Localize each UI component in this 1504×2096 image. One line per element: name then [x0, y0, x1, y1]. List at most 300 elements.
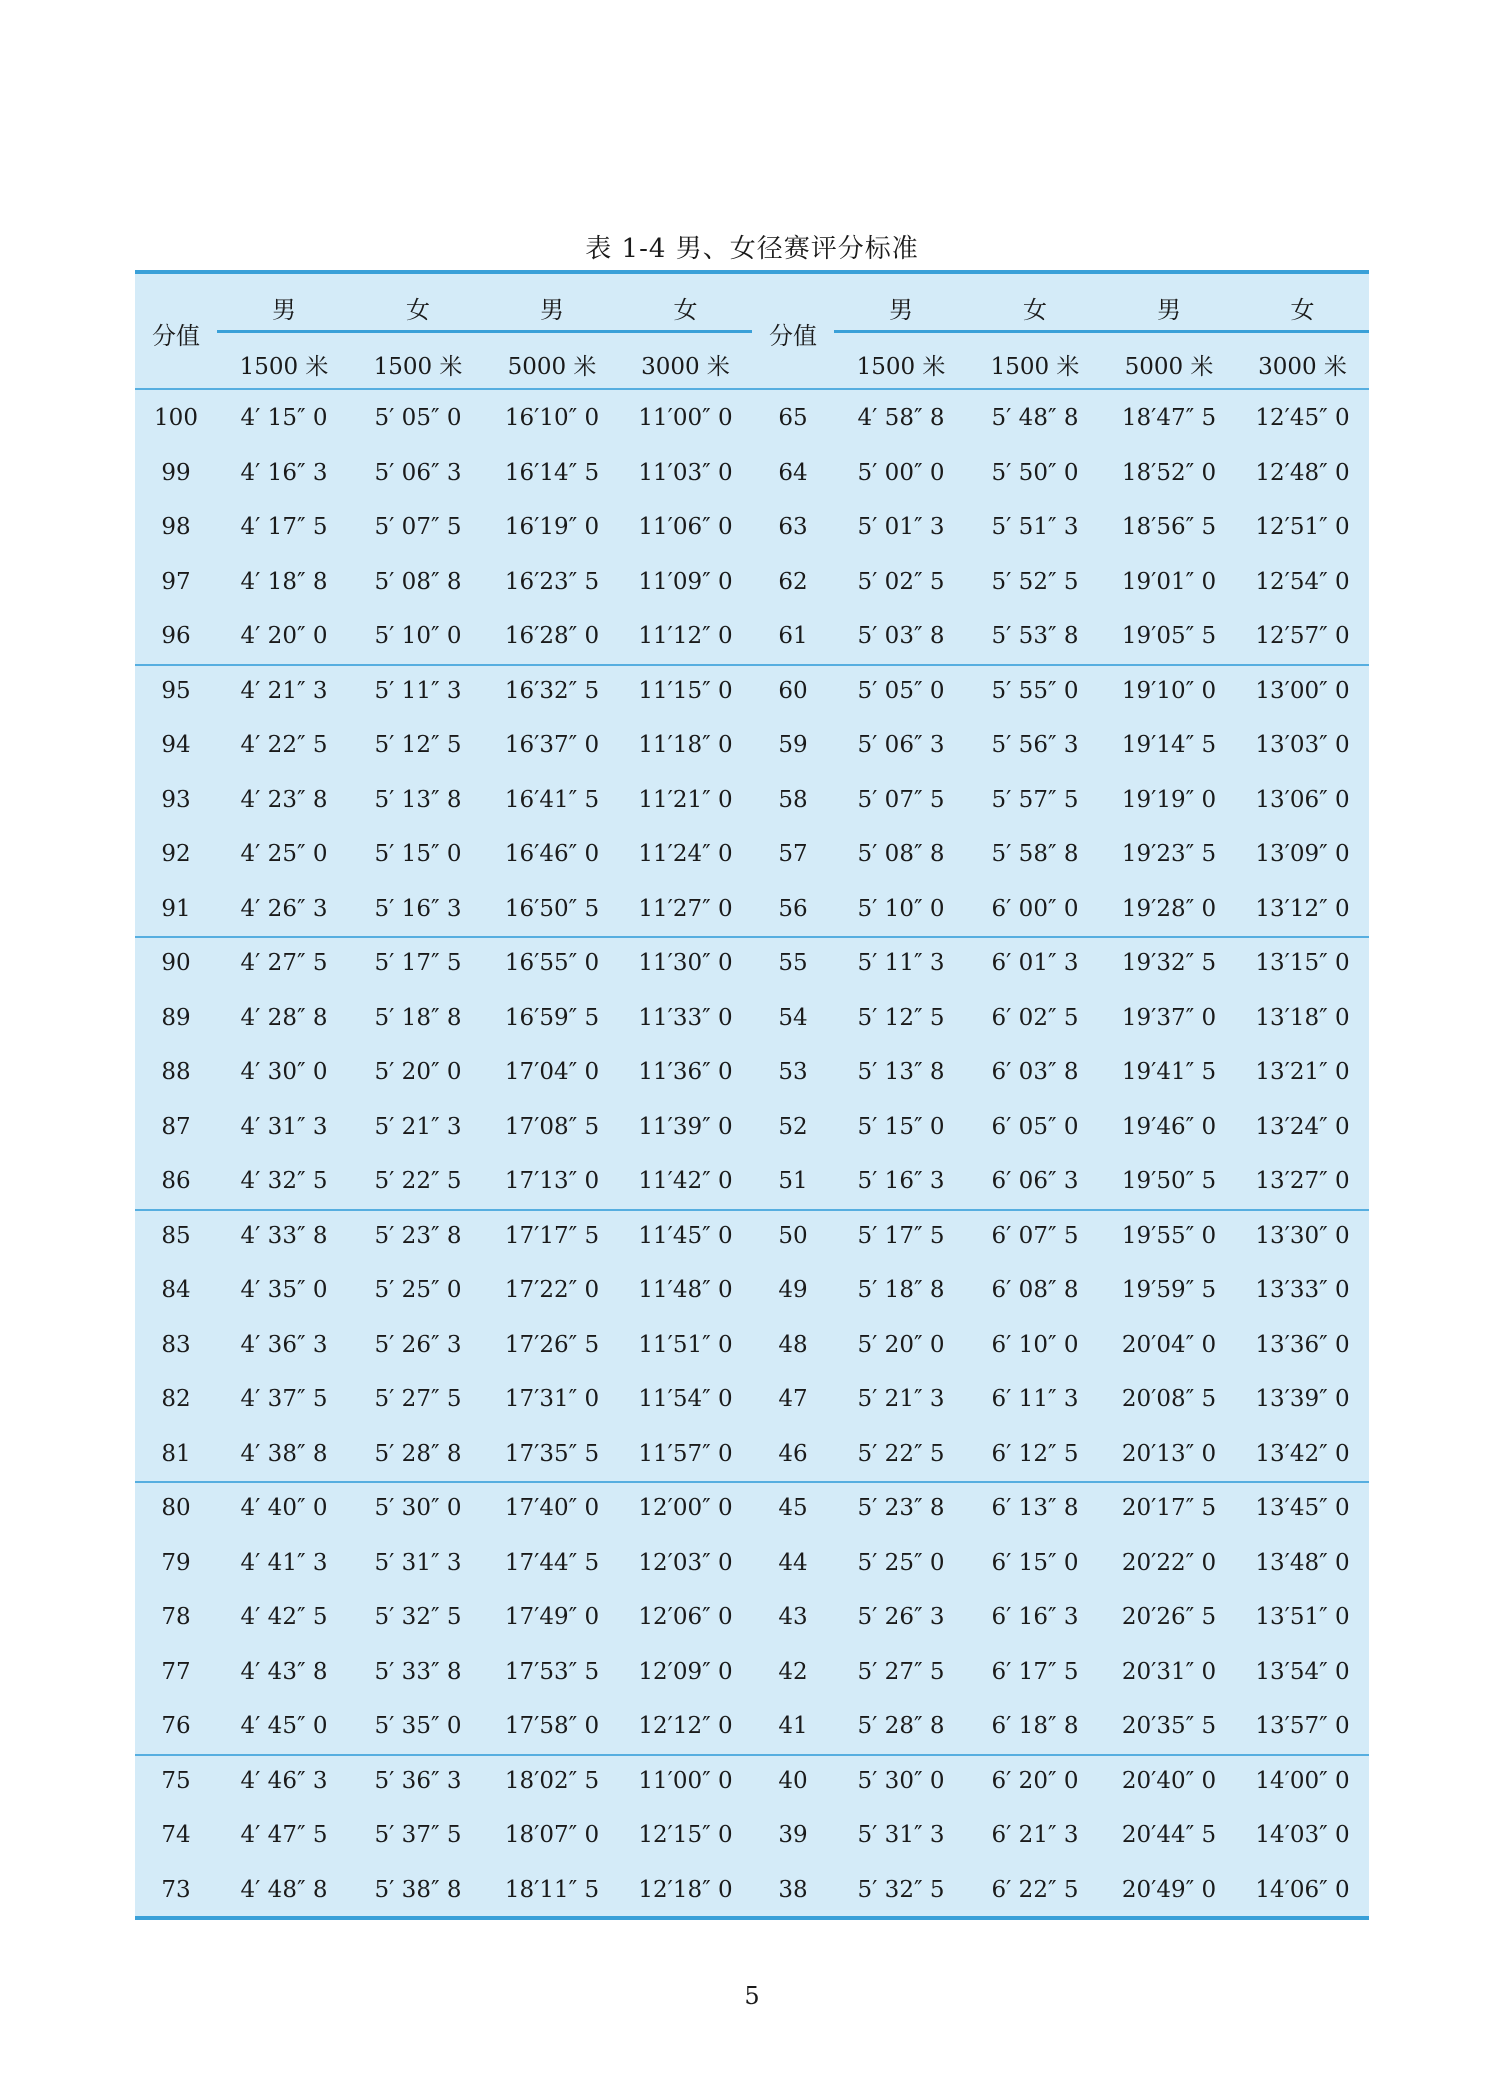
time-cell: 16′19″ 0 [504, 514, 600, 540]
time-cell: 19′32″ 5 [1121, 950, 1217, 976]
time-cell: 20′49″ 0 [1121, 1876, 1217, 1903]
time-cell: 4′ 20″ 0 [240, 623, 328, 649]
table-row [135, 1427, 1369, 1482]
time-cell: 6′ 12″ 5 [991, 1440, 1079, 1467]
time-cell: 19′19″ 0 [1121, 786, 1217, 813]
time-cell: 4′ 48″ 8 [240, 1876, 328, 1903]
time-cell: 5′ 16″ 3 [374, 895, 462, 922]
header-rule-left [217, 330, 752, 333]
time-cell: 5′ 53″ 8 [991, 623, 1079, 649]
time-cell: 12′48″ 0 [1255, 459, 1350, 486]
score-header-right: 分值 [769, 322, 817, 350]
table-row [135, 1372, 1369, 1427]
time-cell: 4′ 21″ 3 [240, 677, 328, 704]
score-cell: 86 [161, 1168, 191, 1194]
time-cell: 18′56″ 5 [1121, 514, 1217, 540]
time-cell: 16′46″ 0 [504, 841, 600, 867]
time-cell: 4′ 22″ 5 [240, 732, 328, 758]
time-cell: 20′13″ 0 [1121, 1440, 1217, 1467]
time-cell: 11′48″ 0 [638, 1277, 733, 1303]
time-cell: 11′45″ 0 [638, 1222, 733, 1249]
time-cell: 6′ 03″ 8 [991, 1059, 1079, 1085]
score-cell: 49 [778, 1277, 808, 1303]
time-cell: 6′ 06″ 3 [991, 1168, 1079, 1194]
time-cell: 17′22″ 0 [504, 1277, 600, 1303]
time-cell: 13′27″ 0 [1255, 1168, 1350, 1194]
score-cell: 43 [778, 1604, 808, 1630]
table-row [135, 773, 1369, 828]
score-cell: 85 [161, 1222, 191, 1249]
time-cell: 20′08″ 5 [1121, 1386, 1217, 1412]
score-cell: 44 [778, 1549, 808, 1576]
table-row [135, 1154, 1369, 1209]
time-cell: 6′ 08″ 8 [991, 1277, 1079, 1303]
time-cell: 11′24″ 0 [638, 841, 733, 867]
time-cell: 13′54″ 0 [1255, 1658, 1350, 1685]
time-cell: 17′49″ 0 [504, 1604, 600, 1630]
gender-header: 男 [889, 296, 913, 324]
score-cell: 100 [154, 405, 198, 431]
time-cell: 4′ 33″ 8 [240, 1222, 328, 1249]
time-cell: 5′ 55″ 0 [991, 677, 1079, 704]
score-cell: 77 [161, 1658, 191, 1685]
time-cell: 5′ 22″ 5 [374, 1168, 462, 1194]
score-cell: 96 [161, 623, 191, 649]
scoring-table [135, 270, 1369, 1920]
time-cell: 6′ 15″ 0 [991, 1549, 1079, 1576]
time-cell: 5′ 33″ 8 [374, 1658, 462, 1685]
time-cell: 20′40″ 0 [1121, 1767, 1217, 1794]
time-cell: 5′ 51″ 3 [991, 514, 1079, 540]
score-cell: 99 [161, 459, 191, 486]
time-cell: 12′57″ 0 [1255, 623, 1350, 649]
time-cell: 4′ 23″ 8 [240, 786, 328, 813]
time-cell: 6′ 18″ 8 [991, 1713, 1079, 1739]
time-cell: 4′ 47″ 5 [240, 1822, 328, 1848]
time-cell: 19′50″ 5 [1121, 1168, 1217, 1194]
time-cell: 5′ 38″ 8 [374, 1876, 462, 1903]
time-cell: 5′ 28″ 8 [857, 1713, 945, 1739]
time-cell: 11′27″ 0 [638, 895, 733, 922]
score-cell: 93 [161, 786, 191, 813]
table-row [135, 827, 1369, 882]
score-cell: 42 [778, 1658, 808, 1685]
time-cell: 17′04″ 0 [504, 1059, 600, 1085]
time-cell: 13′30″ 0 [1255, 1222, 1350, 1249]
score-cell: 92 [161, 841, 191, 867]
time-cell: 4′ 36″ 3 [240, 1331, 328, 1358]
time-cell: 11′42″ 0 [638, 1168, 733, 1194]
time-cell: 5′ 23″ 8 [374, 1222, 462, 1249]
score-cell: 81 [161, 1440, 191, 1467]
time-cell: 17′13″ 0 [504, 1168, 600, 1194]
time-cell: 5′ 13″ 8 [857, 1059, 945, 1085]
gender-header: 男 [1157, 296, 1181, 324]
score-cell: 55 [778, 950, 808, 976]
score-cell: 52 [778, 1113, 808, 1140]
time-cell: 5′ 20″ 0 [857, 1331, 945, 1358]
time-cell: 5′ 25″ 0 [857, 1549, 945, 1576]
time-cell: 5′ 37″ 5 [374, 1822, 462, 1848]
time-cell: 6′ 16″ 3 [991, 1604, 1079, 1630]
time-cell: 13′15″ 0 [1255, 950, 1350, 976]
time-cell: 6′ 11″ 3 [991, 1386, 1079, 1412]
time-cell: 5′ 06″ 3 [374, 459, 462, 486]
time-cell: 13′24″ 0 [1255, 1113, 1350, 1140]
time-cell: 16′23″ 5 [504, 568, 600, 595]
time-cell: 12′00″ 0 [638, 1495, 733, 1521]
time-cell: 17′26″ 5 [504, 1331, 600, 1358]
time-cell: 17′53″ 5 [504, 1658, 600, 1685]
time-cell: 5′ 32″ 5 [374, 1604, 462, 1630]
time-cell: 4′ 26″ 3 [240, 895, 328, 922]
score-cell: 59 [778, 732, 808, 758]
time-cell: 5′ 26″ 3 [857, 1604, 945, 1630]
time-cell: 5′ 28″ 8 [374, 1440, 462, 1467]
score-cell: 54 [778, 1004, 808, 1031]
table-row [135, 1481, 1369, 1536]
time-cell: 12′06″ 0 [638, 1604, 733, 1630]
time-cell: 5′ 23″ 8 [857, 1495, 945, 1521]
score-cell: 90 [161, 950, 191, 976]
score-cell: 51 [778, 1168, 808, 1194]
time-cell: 12′54″ 0 [1255, 568, 1350, 595]
time-cell: 13′00″ 0 [1255, 677, 1350, 704]
time-cell: 19′37″ 0 [1121, 1004, 1217, 1031]
event-header: 3000 米 [641, 354, 730, 380]
time-cell: 4′ 17″ 5 [240, 514, 328, 540]
time-cell: 5′ 36″ 3 [374, 1767, 462, 1794]
table-row [135, 1100, 1369, 1155]
time-cell: 13′57″ 0 [1255, 1713, 1350, 1739]
score-cell: 95 [161, 677, 191, 704]
score-cell: 94 [161, 732, 191, 758]
time-cell: 11′30″ 0 [638, 950, 733, 976]
time-cell: 5′ 25″ 0 [374, 1277, 462, 1303]
time-cell: 11′33″ 0 [638, 1004, 733, 1031]
table-row [135, 664, 1369, 719]
time-cell: 5′ 50″ 0 [991, 459, 1079, 486]
time-cell: 5′ 07″ 5 [374, 514, 462, 540]
time-cell: 20′04″ 0 [1121, 1331, 1217, 1358]
table-row [135, 1699, 1369, 1754]
time-cell: 19′14″ 5 [1121, 732, 1217, 758]
score-cell: 39 [778, 1822, 808, 1848]
time-cell: 13′06″ 0 [1255, 786, 1350, 813]
time-cell: 13′09″ 0 [1255, 841, 1350, 867]
time-cell: 16′37″ 0 [504, 732, 600, 758]
time-cell: 4′ 38″ 8 [240, 1440, 328, 1467]
score-header-left: 分值 [152, 322, 200, 350]
score-cell: 46 [778, 1440, 808, 1467]
time-cell: 5′ 06″ 3 [857, 732, 945, 758]
time-cell: 18′02″ 5 [504, 1767, 600, 1794]
time-cell: 13′18″ 0 [1255, 1004, 1350, 1031]
score-cell: 87 [161, 1113, 191, 1140]
time-cell: 5′ 27″ 5 [374, 1386, 462, 1412]
time-cell: 14′06″ 0 [1255, 1876, 1350, 1903]
time-cell: 5′ 17″ 5 [374, 950, 462, 976]
time-cell: 5′ 17″ 5 [857, 1222, 945, 1249]
time-cell: 5′ 11″ 3 [857, 950, 945, 976]
time-cell: 5′ 21″ 3 [857, 1386, 945, 1412]
time-cell: 16′50″ 5 [504, 895, 600, 922]
time-cell: 5′ 05″ 0 [374, 405, 462, 431]
time-cell: 4′ 42″ 5 [240, 1604, 328, 1630]
table-header [135, 274, 1369, 390]
time-cell: 5′ 35″ 0 [374, 1713, 462, 1739]
score-cell: 40 [778, 1767, 808, 1794]
time-cell: 17′44″ 5 [504, 1549, 600, 1576]
score-cell: 62 [778, 568, 808, 595]
time-cell: 6′ 17″ 5 [991, 1658, 1079, 1685]
score-cell: 41 [778, 1713, 808, 1739]
time-cell: 12′12″ 0 [638, 1713, 733, 1739]
time-cell: 18′47″ 5 [1121, 405, 1217, 431]
time-cell: 5′ 13″ 8 [374, 786, 462, 813]
time-cell: 5′ 26″ 3 [374, 1331, 462, 1358]
event-header: 3000 米 [1258, 354, 1347, 380]
time-cell: 11′57″ 0 [638, 1440, 733, 1467]
time-cell: 14′03″ 0 [1255, 1822, 1350, 1848]
time-cell: 5′ 05″ 0 [857, 677, 945, 704]
time-cell: 19′41″ 5 [1121, 1059, 1217, 1085]
score-cell: 50 [778, 1222, 808, 1249]
time-cell: 17′35″ 5 [504, 1440, 600, 1467]
time-cell: 4′ 30″ 0 [240, 1059, 328, 1085]
time-cell: 20′44″ 5 [1121, 1822, 1217, 1848]
score-cell: 88 [161, 1059, 191, 1085]
score-cell: 73 [161, 1876, 191, 1903]
time-cell: 20′17″ 5 [1121, 1495, 1217, 1521]
time-cell: 6′ 02″ 5 [991, 1004, 1079, 1031]
score-cell: 61 [778, 623, 808, 649]
time-cell: 5′ 18″ 8 [857, 1277, 945, 1303]
score-cell: 60 [778, 677, 808, 704]
gender-header: 男 [272, 296, 296, 324]
table-caption: 表 1-4 男、女径赛评分标准 [585, 234, 919, 264]
score-cell: 97 [161, 568, 191, 595]
score-cell: 58 [778, 786, 808, 813]
time-cell: 17′58″ 0 [504, 1713, 600, 1739]
time-cell: 11′54″ 0 [638, 1386, 733, 1412]
time-cell: 4′ 46″ 3 [240, 1767, 328, 1794]
time-cell: 5′ 15″ 0 [857, 1113, 945, 1140]
gender-header: 女 [1290, 296, 1315, 324]
time-cell: 13′33″ 0 [1255, 1277, 1350, 1303]
time-cell: 4′ 58″ 8 [857, 405, 945, 431]
time-cell: 19′01″ 0 [1121, 568, 1217, 595]
time-cell: 12′45″ 0 [1255, 405, 1350, 431]
event-header: 1500 米 [373, 354, 463, 380]
time-cell: 5′ 07″ 5 [857, 786, 945, 813]
table-row [135, 1590, 1369, 1645]
time-cell: 4′ 18″ 8 [240, 568, 328, 595]
time-cell: 13′36″ 0 [1255, 1331, 1350, 1358]
score-cell: 82 [161, 1386, 191, 1412]
time-cell: 17′31″ 0 [504, 1386, 600, 1412]
gender-header: 男 [540, 296, 564, 324]
time-cell: 5′ 31″ 3 [374, 1549, 462, 1576]
time-cell: 4′ 32″ 5 [240, 1168, 328, 1194]
event-header: 1500 米 [856, 354, 946, 380]
table-row [135, 1209, 1369, 1264]
gender-header: 女 [673, 296, 698, 324]
time-cell: 5′ 00″ 0 [857, 459, 945, 486]
time-cell: 6′ 20″ 0 [991, 1767, 1079, 1794]
time-cell: 20′31″ 0 [1121, 1658, 1217, 1685]
time-cell: 4′ 45″ 0 [240, 1713, 328, 1739]
score-cell: 47 [778, 1386, 808, 1412]
time-cell: 20′35″ 5 [1121, 1713, 1217, 1739]
table-row [135, 391, 1369, 446]
score-cell: 98 [161, 514, 191, 540]
time-cell: 20′22″ 0 [1121, 1549, 1217, 1576]
time-cell: 19′10″ 0 [1121, 677, 1217, 704]
time-cell: 12′03″ 0 [638, 1549, 733, 1576]
time-cell: 18′07″ 0 [504, 1822, 600, 1848]
time-cell: 19′05″ 5 [1121, 623, 1217, 649]
time-cell: 5′ 58″ 8 [991, 841, 1079, 867]
time-cell: 13′45″ 0 [1255, 1495, 1350, 1521]
time-cell: 17′40″ 0 [504, 1495, 600, 1521]
time-cell: 5′ 57″ 5 [991, 786, 1079, 813]
time-cell: 11′12″ 0 [638, 623, 733, 649]
time-cell: 19′59″ 5 [1121, 1277, 1217, 1303]
time-cell: 11′18″ 0 [638, 732, 733, 758]
score-cell: 84 [161, 1277, 191, 1303]
time-cell: 12′09″ 0 [638, 1658, 733, 1685]
time-cell: 4′ 15″ 0 [240, 405, 328, 431]
table-row [135, 555, 1369, 610]
score-cell: 57 [778, 841, 808, 867]
time-cell: 6′ 01″ 3 [991, 950, 1079, 976]
time-cell: 11′21″ 0 [638, 786, 733, 813]
time-cell: 5′ 30″ 0 [374, 1495, 462, 1521]
score-cell: 83 [161, 1331, 191, 1358]
time-cell: 11′03″ 0 [638, 459, 733, 486]
time-cell: 16′32″ 5 [504, 677, 600, 704]
time-cell: 5′ 27″ 5 [857, 1658, 945, 1685]
time-cell: 6′ 00″ 0 [991, 895, 1079, 922]
time-cell: 17′08″ 5 [504, 1113, 600, 1140]
time-cell: 5′ 20″ 0 [374, 1059, 462, 1085]
table-row [135, 1808, 1369, 1863]
time-cell: 4′ 25″ 0 [240, 841, 328, 867]
time-cell: 13′51″ 0 [1255, 1604, 1350, 1630]
time-cell: 20′26″ 5 [1121, 1604, 1217, 1630]
time-cell: 5′ 02″ 5 [857, 568, 945, 595]
time-cell: 5′ 22″ 5 [857, 1440, 945, 1467]
time-cell: 13′39″ 0 [1255, 1386, 1350, 1412]
score-cell: 48 [778, 1331, 808, 1358]
time-cell: 5′ 52″ 5 [991, 568, 1079, 595]
time-cell: 18′11″ 5 [504, 1876, 600, 1903]
time-cell: 5′ 30″ 0 [857, 1767, 945, 1794]
score-cell: 38 [778, 1876, 808, 1903]
time-cell: 16′14″ 5 [504, 459, 600, 486]
time-cell: 12′18″ 0 [638, 1876, 733, 1903]
time-cell: 16′55″ 0 [504, 950, 600, 976]
time-cell: 4′ 35″ 0 [240, 1277, 328, 1303]
time-cell: 5′ 10″ 0 [374, 623, 462, 649]
time-cell: 5′ 08″ 8 [374, 568, 462, 595]
time-cell: 5′ 12″ 5 [857, 1004, 945, 1031]
table-row [135, 1318, 1369, 1373]
time-cell: 5′ 10″ 0 [857, 895, 945, 922]
time-cell: 11′00″ 0 [638, 405, 733, 431]
time-cell: 19′23″ 5 [1121, 841, 1217, 867]
time-cell: 16′41″ 5 [504, 786, 600, 813]
time-cell: 13′12″ 0 [1255, 895, 1350, 922]
gender-header: 女 [1023, 296, 1047, 324]
time-cell: 17′17″ 5 [504, 1222, 600, 1249]
event-header: 5000 米 [1124, 354, 1214, 380]
table-row [135, 1263, 1369, 1318]
time-cell: 4′ 43″ 8 [240, 1658, 328, 1685]
time-cell: 6′ 10″ 0 [991, 1331, 1079, 1358]
time-cell: 16′28″ 0 [504, 623, 600, 649]
event-header: 5000 米 [507, 354, 597, 380]
time-cell: 13′42″ 0 [1255, 1440, 1350, 1467]
score-cell: 45 [778, 1495, 808, 1521]
score-cell: 91 [161, 895, 191, 922]
score-cell: 56 [778, 895, 808, 922]
time-cell: 11′06″ 0 [638, 514, 733, 540]
time-cell: 5′ 12″ 5 [374, 732, 462, 758]
score-cell: 65 [778, 405, 808, 431]
table-row [135, 446, 1369, 501]
time-cell: 12′51″ 0 [1255, 514, 1350, 540]
time-cell: 13′48″ 0 [1255, 1549, 1350, 1576]
time-cell: 4′ 37″ 5 [240, 1386, 328, 1412]
score-cell: 76 [161, 1713, 191, 1739]
time-cell: 11′51″ 0 [638, 1331, 733, 1358]
score-cell: 78 [161, 1604, 191, 1630]
table-row [135, 609, 1369, 664]
time-cell: 5′ 31″ 3 [857, 1822, 945, 1848]
event-header: 1500 米 [239, 354, 329, 380]
page-number: 5 [744, 1982, 760, 2010]
score-cell: 75 [161, 1767, 191, 1794]
time-cell: 11′36″ 0 [638, 1059, 733, 1085]
time-cell: 11′15″ 0 [638, 677, 733, 704]
score-cell: 63 [778, 514, 808, 540]
time-cell: 4′ 27″ 5 [240, 950, 328, 976]
time-cell: 5′ 15″ 0 [374, 841, 462, 867]
table-row [135, 936, 1369, 991]
header-rule-right [834, 330, 1369, 333]
score-cell: 64 [778, 459, 808, 486]
time-cell: 11′39″ 0 [638, 1113, 733, 1140]
time-cell: 5′ 01″ 3 [857, 514, 945, 540]
time-cell: 18′52″ 0 [1121, 459, 1217, 486]
time-cell: 5′ 21″ 3 [374, 1113, 462, 1140]
time-cell: 6′ 21″ 3 [991, 1822, 1079, 1848]
time-cell: 6′ 13″ 8 [991, 1495, 1079, 1521]
time-cell: 16′59″ 5 [504, 1004, 600, 1031]
time-cell: 5′ 08″ 8 [857, 841, 945, 867]
time-cell: 4′ 28″ 8 [240, 1004, 328, 1031]
time-cell: 12′15″ 0 [638, 1822, 733, 1848]
table-row [135, 991, 1369, 1046]
time-cell: 6′ 07″ 5 [991, 1222, 1079, 1249]
event-header: 1500 米 [990, 354, 1080, 380]
score-cell: 80 [161, 1495, 191, 1521]
table-row [135, 1863, 1369, 1918]
time-cell: 19′28″ 0 [1121, 895, 1217, 922]
time-cell: 5′ 18″ 8 [374, 1004, 462, 1031]
